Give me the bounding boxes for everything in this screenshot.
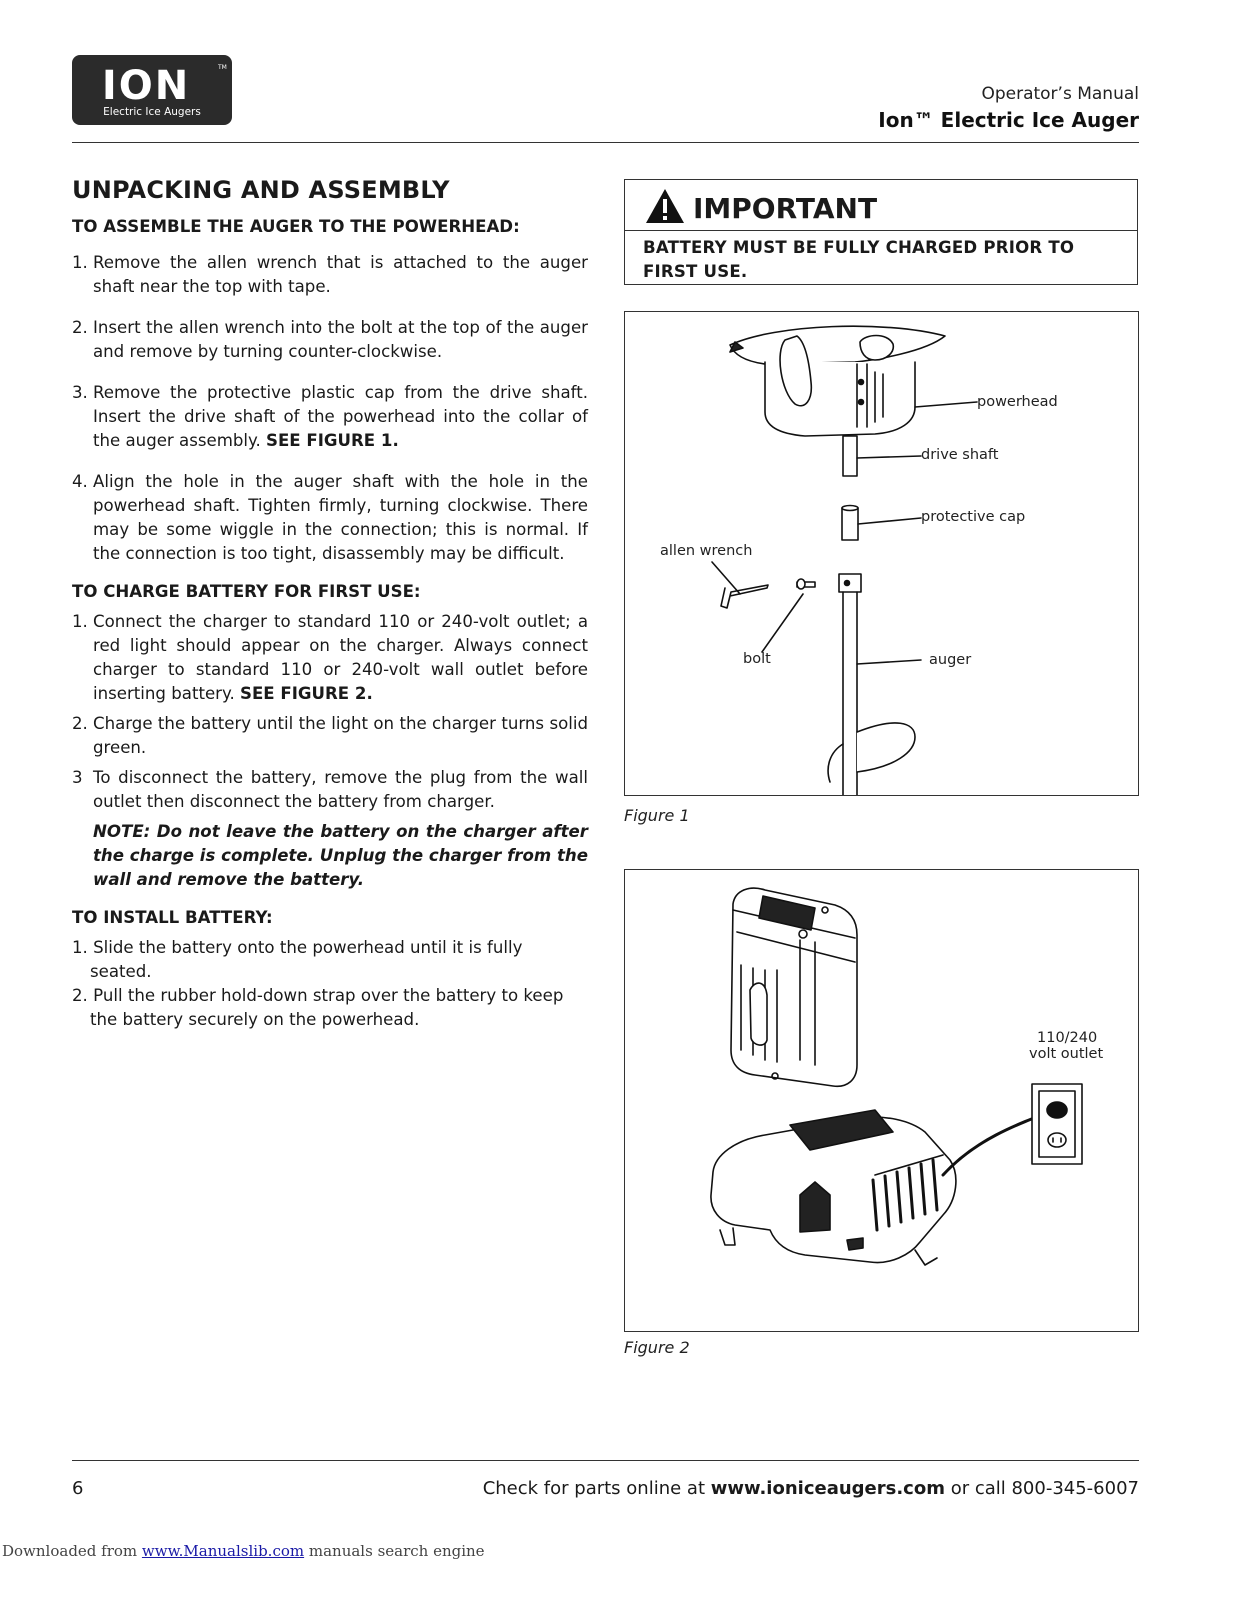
list-item xyxy=(72,381,588,453)
figure-reference: SEE FIGURE 1. xyxy=(266,431,399,450)
assembly-instructions xyxy=(72,175,588,1032)
step-number: 1. xyxy=(72,253,88,272)
step-number: 2. xyxy=(72,714,88,733)
footer-divider xyxy=(72,1460,1139,1461)
step-text: To disconnect the battery, remove the plug from the wall outlet then disconnect the battery from charger. xyxy=(93,768,588,811)
important-title: IMPORTANT xyxy=(693,192,878,225)
section-title: UNPACKING AND ASSEMBLY xyxy=(72,176,450,204)
important-notice xyxy=(624,179,1138,285)
step-text: Insert the allen wrench into the bolt at the top of the auger and remove by turning counter-clockwise. xyxy=(93,318,588,361)
label-protective-cap: protective cap xyxy=(921,509,1026,525)
assemble-heading: TO ASSEMBLE THE AUGER TO THE POWERHEAD: xyxy=(72,217,520,236)
list-item: 2. Pull the rubber hold-down strap over the battery to keep the battery securely on the powerhead. xyxy=(72,986,564,1029)
install-heading: TO INSTALL BATTERY: xyxy=(72,908,273,927)
label-auger: auger xyxy=(929,652,972,668)
footer-phone: or call 800-345-6007 xyxy=(944,1478,1139,1499)
logo-tagline: Electric Ice Augers xyxy=(103,106,201,118)
charge-heading: TO CHARGE BATTERY FOR FIRST USE: xyxy=(72,582,421,601)
logo-text: ION xyxy=(101,63,191,109)
manual-title: Ion™ Electric Ice Auger xyxy=(878,108,1139,132)
list-item xyxy=(72,316,588,364)
charge-note: NOTE: Do not leave the battery on the charger after the charge is complete. Unplug the charger from the wall and remove the battery. xyxy=(93,822,588,889)
step-text: Remove the allen wrench that is attached to the auger shaft near the top with tape. xyxy=(93,253,588,296)
step-number: 3 xyxy=(72,768,83,787)
list-item: 1. Slide the battery onto the powerhead until it is fully seated. xyxy=(72,938,523,981)
list-item xyxy=(72,610,588,706)
step-text: Charge the battery until the light on the charger turns solid green. xyxy=(93,714,588,757)
figure-2-caption: Figure 2 xyxy=(624,1338,690,1357)
list-item xyxy=(72,251,588,299)
assemble-steps xyxy=(72,251,588,566)
header-divider xyxy=(72,142,1139,143)
step-text: Remove the protective plastic cap from the drive shaft. Insert the drive shaft of the powerhead into the collar of the auger assembly. xyxy=(93,383,588,450)
step-number: 1. xyxy=(72,612,88,631)
list-item xyxy=(72,470,588,566)
manual-subtitle: Operator’s Manual xyxy=(981,84,1139,104)
step-number: 2. xyxy=(72,318,88,337)
figure-1-caption: Figure 1 xyxy=(624,806,690,825)
footer-contact xyxy=(483,1478,1139,1499)
step-text: Connect the charger to standard 110 or 240-volt outlet; a red light should appear on the charger. Always connect charger to standard 110 or 240-volt wall outlet before inserting battery. xyxy=(93,612,588,703)
list-item xyxy=(72,766,588,814)
website-link[interactable]: www.ioniceaugers.com xyxy=(710,1478,945,1499)
label-drive-shaft: drive shaft xyxy=(921,447,999,463)
page-number: 6 xyxy=(72,1478,84,1499)
logo-tm: TM xyxy=(218,64,227,71)
step-number: 4. xyxy=(72,472,88,491)
figure-2 xyxy=(624,869,1139,1332)
list-item xyxy=(72,712,588,760)
important-body: BATTERY MUST BE FULLY CHARGED PRIOR TO FIRST USE. xyxy=(643,238,1075,281)
download-notice xyxy=(2,1542,485,1560)
ion-logo xyxy=(72,55,232,125)
figure-1 xyxy=(624,311,1139,796)
charge-steps xyxy=(72,610,588,814)
figure-reference: SEE FIGURE 2. xyxy=(240,684,373,703)
label-powerhead: powerhead xyxy=(977,394,1058,410)
label-allen-wrench: allen wrench xyxy=(660,543,753,559)
download-suffix: manuals search engine xyxy=(304,1542,485,1560)
important-header xyxy=(625,180,1137,231)
footer-prefix: Check for parts online at xyxy=(482,1478,711,1499)
step-number: 3. xyxy=(72,383,88,402)
warning-icon xyxy=(645,188,685,224)
step-text: Align the hole in the auger shaft with the hole in the powerhead shaft. Tighten firmly, turning clockwise. There may be some wiggle in the connection; this is normal. If the connection is too tight, disassembly may be difficult. xyxy=(93,472,588,563)
manualslib-link[interactable]: www.Manualslib.com xyxy=(141,1542,305,1560)
outlet-label-line1: 110/240 xyxy=(1037,1030,1098,1046)
label-bolt: bolt xyxy=(743,651,771,667)
battery-charger-illustration xyxy=(625,870,1138,1331)
outlet-label-line2: volt outlet xyxy=(1029,1046,1104,1062)
download-prefix: Downloaded from xyxy=(2,1542,142,1560)
